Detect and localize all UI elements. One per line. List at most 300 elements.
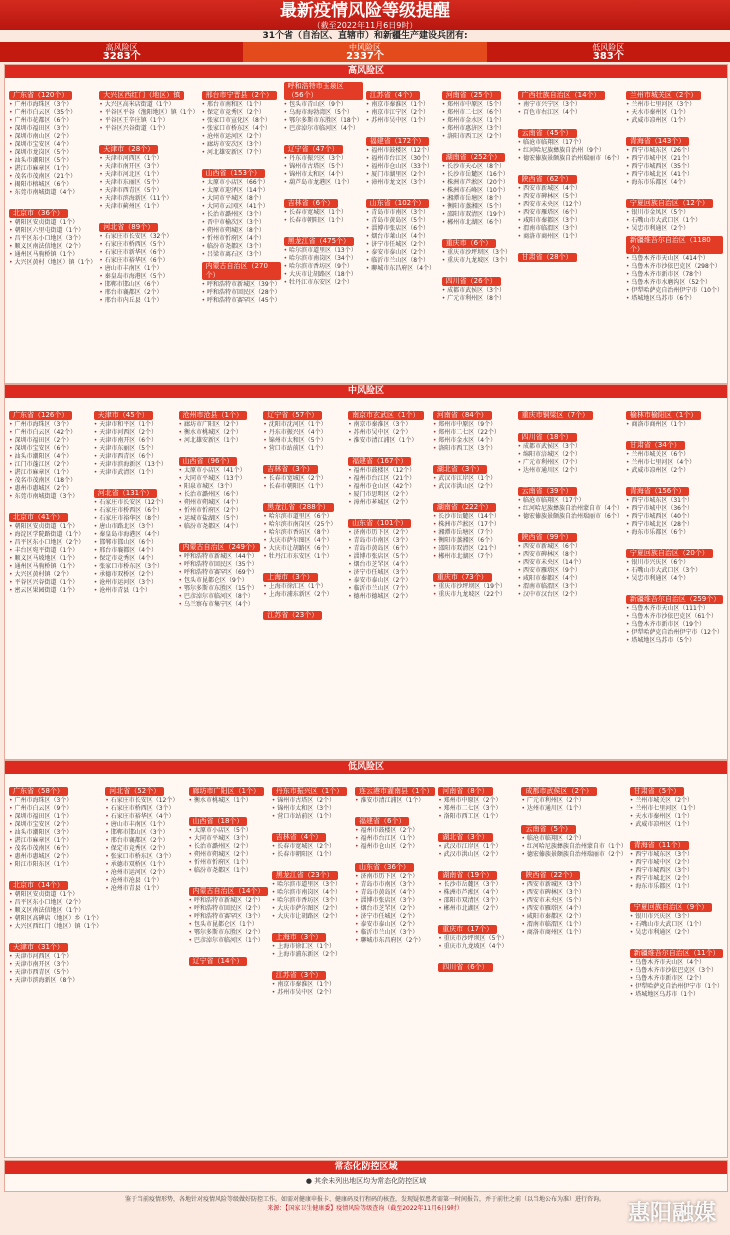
district-item: • 廊坊市广阳区（2个）	[179, 421, 261, 429]
district-item: • 大兴区高米店街道（1个）	[99, 101, 198, 109]
province-title: 南京市玄武区（1个）	[348, 411, 423, 420]
district-item: • 德宏傣族景颇族自治州瑞丽市（2个）	[521, 851, 626, 859]
district-item: • 沧州市运河区（2个）	[105, 869, 185, 877]
district-item: • 大庆市萨尔图区（4个）	[263, 537, 345, 545]
district-item: • 巴彦淖尔市临河区（8个）	[179, 593, 261, 601]
district-item: • 武威市凉州区（1个）	[626, 117, 723, 125]
district-item: • 张家口市宣化区（8个）	[202, 117, 281, 125]
summary-high	[0, 42, 243, 62]
district-item: • 南京市秦淮区（3个）	[348, 421, 430, 429]
province-title: 河南省（84个）	[433, 411, 492, 420]
district-item: • 呼和浩特市新城区（39个）	[202, 281, 281, 289]
province-block	[202, 160, 281, 259]
province-block	[438, 862, 518, 913]
district-item: • 张家口市桥东区（3个）	[94, 563, 176, 571]
summary-medium	[243, 42, 486, 62]
province-title: 湖南省（19个）	[438, 871, 497, 880]
province-block	[348, 448, 430, 507]
district-item: • 太原市迎泽区（14个）	[202, 187, 281, 195]
district-item: • 唐山市路北区（3个）	[94, 523, 176, 531]
district-item: • 重庆市九龙坡区（22个）	[433, 591, 515, 599]
district-item: • 沧州市运河区（2个）	[202, 133, 281, 141]
district-item: • 惠州市惠城区（2个）	[9, 853, 102, 861]
district-item: • 密云区果园街道（1个）	[9, 587, 91, 595]
district-item: • 株洲市芦淞区（20个）	[442, 179, 515, 187]
province-block	[263, 402, 345, 453]
province-title: 宁夏回族自治区（20个）	[626, 549, 713, 558]
district-item: • 银川市兴庆区（3个）	[630, 913, 723, 921]
footer-source: 来源：【国家卫生健康委】疫情风险等级查询（截至2022年11月6日9时）	[267, 1205, 463, 1212]
district-item: • 石家庄市裕华区（4个）	[105, 813, 185, 821]
district-item: • 阳泉市城区（3个）	[179, 483, 261, 491]
district-item: • 武汉市洪山区（2个）	[433, 483, 515, 491]
province-block	[518, 524, 623, 599]
province-block	[433, 494, 515, 561]
region-column	[105, 778, 185, 1154]
district-item: • 西安市雁塔区（9个）	[518, 567, 623, 575]
district-item: • 长治市潞州区（6个）	[179, 491, 261, 499]
section-title: 常态化防控区域	[5, 1161, 727, 1174]
province-block	[438, 778, 518, 821]
province-block	[348, 402, 430, 445]
district-item: • 邵阳市双清区（3个）	[438, 897, 518, 905]
district-item: • 东莞市南城街道（4个）	[9, 189, 96, 197]
province-title: 云南省（5个）	[521, 825, 575, 834]
province-block	[9, 934, 102, 985]
district-item: • 阳江市阳东区（1个）	[9, 861, 102, 869]
district-item: • 济宁市任城区（2个）	[355, 913, 435, 921]
district-item: • 郑州市二七区（6个）	[442, 109, 515, 117]
province-title: 山东省（36个）	[355, 863, 414, 872]
district-item: • 葫芦岛市龙港区（1个）	[284, 179, 363, 187]
province-block	[99, 82, 198, 133]
district-item: • 长春市宽城区（2个）	[272, 843, 352, 851]
district-item: • 朝阳区安贞街道（1个）	[9, 891, 102, 899]
normal-control-text: ● 其余未列出地区均为常态化防控区域	[305, 1177, 427, 1185]
province-title: 黑龙江省（288个）	[263, 503, 333, 512]
district-item: • 西安市新城区（4个）	[518, 185, 623, 193]
district-item: • 烟台市芝罘区（4个）	[348, 561, 430, 569]
district-item: • 揭阳市榕城区（6个）	[9, 181, 96, 189]
district-item: • 乌海市海勃湾区（5个）	[284, 109, 363, 117]
province-block	[202, 82, 281, 157]
province-block	[626, 478, 723, 537]
district-item: • 大同市平城区（13个）	[179, 475, 261, 483]
district-item: • 沧州市青县（1个）	[105, 885, 185, 893]
province-block	[626, 190, 723, 233]
region-column	[438, 778, 518, 1154]
scope-text: 31个省（自治区、直辖市）和新疆生产建设兵团有:	[262, 31, 468, 41]
district-item: • 上海市浦东新区（2个）	[272, 951, 352, 959]
district-item: • 石家庄市桥西区（3个）	[105, 805, 185, 813]
district-item: • 福州市鼓楼区（2个）	[355, 827, 435, 835]
province-block	[355, 778, 435, 805]
province-title: 上海市（3个）	[263, 573, 317, 582]
province-title: 山东省（101个）	[348, 519, 411, 528]
district-item: • 广元市利州区（8个）	[442, 295, 515, 303]
district-item: • 石家庄市桥西区（6个）	[94, 507, 176, 515]
district-item: • 邯郸市邯山区（3个）	[105, 829, 185, 837]
district-item: • 天津市西青区（5个）	[9, 969, 102, 977]
province-title: 内蒙古自治区（14个）	[189, 887, 269, 896]
district-item: • 锦州市太和区（4个）	[284, 171, 363, 179]
district-item: • 沧州市青县（1个）	[94, 587, 176, 595]
district-item: • 商洛市商州区（1个）	[626, 421, 723, 429]
region-column	[9, 82, 96, 380]
district-item: • 锦州市太和区（5个）	[263, 437, 345, 445]
district-item: • 锦州市太和区（3个）	[272, 805, 352, 813]
district-item: • 乌鲁木齐市天山区（111个）	[626, 605, 723, 613]
district-item: • 石家庄市长安区（12个）	[94, 499, 176, 507]
district-item: • 天津市东丽区（5个）	[99, 179, 198, 187]
region-column	[630, 778, 723, 1154]
district-item: • 咸阳市秦都区（3个）	[518, 217, 623, 225]
province-title: 青海省（11个）	[630, 841, 689, 850]
district-item: • 朝阳区安贞街道（1个）	[9, 219, 96, 227]
district-item: • 锦州市古塔区（5个）	[284, 163, 363, 171]
district-item: • 长春市宽城区（2个）	[263, 475, 345, 483]
district-item: • 保定市竞秀区（2个）	[105, 845, 185, 853]
province-block	[105, 778, 185, 893]
region-column	[94, 402, 176, 756]
district-item: • 大庆市萨尔图区（2个）	[272, 905, 352, 913]
district-item: • 广州市花都区（6个）	[9, 117, 96, 125]
province-title: 河南省（8个）	[438, 787, 492, 796]
district-item: • 顺义区南法信地区（1个）	[9, 907, 102, 915]
province-title: 新疆维吾尔自治区（11个）	[630, 949, 723, 958]
district-item: • 临沧市临翔区（17个）	[518, 139, 623, 147]
district-item: • 大同市平城区（3个）	[189, 835, 269, 843]
province-block	[518, 166, 623, 241]
summary-label: 低风险区	[592, 43, 625, 52]
district-item: • 朝阳区高碑店（地区）乡（1个）	[9, 915, 102, 923]
district-item: • 邵阳市双清区（19个）	[442, 211, 515, 219]
district-item: • 深圳市福田区（2个）	[9, 437, 91, 445]
province-block	[272, 924, 352, 959]
district-item: • 湛江市麻章区（1个）	[9, 165, 96, 173]
province-title: 内蒙古自治区（249个）	[179, 543, 261, 552]
district-item: • 哈尔滨市南岗区（4个）	[272, 889, 352, 897]
district-item: • 红河哈尼族彝族自治州蒙自市（4个）	[518, 505, 623, 513]
district-item: • 德宏傣族景颇族自治州瑞丽市（6个）	[518, 513, 623, 521]
district-item: • 平谷区王辛庄镇（1个）	[99, 117, 198, 125]
district-item: • 重庆市九龙坡区（4个）	[438, 943, 518, 951]
district-item: • 泰安市泰山区（2个）	[348, 577, 430, 585]
district-item: • 大同市平城区（8个）	[202, 195, 281, 203]
section-columns	[9, 82, 723, 380]
district-item: • 福州市仓山区（33个）	[366, 163, 439, 171]
region-column	[626, 402, 723, 756]
district-item: • 商洛市商州区（1个）	[518, 233, 623, 241]
district-item: • 石家庄市裕华区（6个）	[99, 257, 198, 265]
district-item: • 上海市徐汇区（1个）	[272, 943, 352, 951]
district-item: • 吴忠市利通区（4个）	[626, 575, 723, 583]
province-title: 辽宁省（57个）	[263, 411, 322, 420]
province-block	[438, 954, 518, 973]
district-item: • 伊犁哈萨克自治州伊宁市（12个）	[626, 629, 723, 637]
region-column	[518, 82, 623, 380]
district-item: • 保定市竞秀区（4个）	[94, 555, 176, 563]
province-block	[94, 480, 176, 595]
district-item: • 鄂尔多斯市东胜区（18个）	[284, 117, 363, 125]
district-item: • 重庆市沙坪坝区（19个）	[433, 583, 515, 591]
district-item: • 天津市河西区（1个）	[99, 155, 198, 163]
district-item: • 株洲市石峰区（10个）	[442, 187, 515, 195]
district-item: • 大庆市让胡路区（2个）	[272, 913, 352, 921]
district-item: • 临沂市兰山区（7个）	[348, 585, 430, 593]
district-item: • 朔州市朔城区（4个）	[179, 499, 261, 507]
district-item: • 郴州市北湖区（2个）	[438, 905, 518, 913]
district-item: • 茂名市茂南区（18个）	[9, 477, 91, 485]
district-item: • 苏州市吴中区（2个）	[272, 989, 352, 997]
district-item: • 郑州市中原区（9个）	[433, 421, 515, 429]
province-block	[630, 940, 723, 999]
district-item: • 伊犁哈萨克自治州伊宁市（1个）	[630, 983, 723, 991]
district-item: • 邢台市襄都区（2个）	[105, 837, 185, 845]
district-item: • 西安市碑林区（8个）	[518, 551, 623, 559]
district-item: • 郑州市惠济区（3个）	[442, 125, 515, 133]
province-title: 新疆维吾尔自治区（1180个）	[626, 236, 723, 254]
district-item: • 天津市滨海新区（13个）	[94, 461, 176, 469]
district-item: • 聊城市东昌府区（4个）	[366, 265, 439, 273]
province-title: 连云港市灌南县（1个）	[355, 787, 435, 796]
province-block	[284, 190, 363, 225]
district-item: • 唐山市丰南区（1个）	[105, 821, 185, 829]
province-title: 湖南省（222个）	[433, 503, 496, 512]
district-item: • 西安市碑林区（5个）	[518, 193, 623, 201]
district-item: • 朝阳区安贞街道（1个）	[9, 523, 91, 531]
district-item: • 哈尔滨市道里区（13个）	[284, 247, 363, 255]
district-item: • 长春市朝阳区（1个）	[284, 217, 363, 225]
district-item: • 武汉市江岸区（1个）	[438, 843, 518, 851]
district-item: • 西安市未央区（14个）	[518, 559, 623, 567]
district-item: • 天津市南开区（6个）	[94, 437, 176, 445]
summary-count: 383个	[592, 51, 624, 62]
province-title: 吉林省（4个）	[272, 833, 326, 842]
district-item: • 营口市站前区（1个）	[263, 445, 345, 453]
district-item: • 湛江市麻章区（1个）	[9, 837, 102, 845]
district-item: • 兰州市七里河区（3个）	[626, 101, 723, 109]
district-item: • 邯郸市邯山区（6个）	[94, 539, 176, 547]
province-block	[366, 190, 439, 273]
province-title: 广西壮族自治区（14个）	[518, 91, 605, 100]
district-item: • 太原市小店区（41个）	[179, 467, 261, 475]
district-item: • 大庆市让胡路区（18个）	[284, 271, 363, 279]
district-item: • 湛江市麻章区（1个）	[9, 469, 91, 477]
update-date: （截至2022年11月6日9时）	[312, 21, 418, 30]
district-item: • 西安市新城区（6个）	[518, 543, 623, 551]
page-title: 最新疫情风险等级提醒	[280, 1, 450, 21]
province-title: 四川省（6个）	[438, 963, 492, 972]
district-item: • 深圳市福田区（3个）	[9, 125, 96, 133]
province-block	[189, 878, 269, 945]
province-block	[9, 778, 102, 869]
district-item: • 武汉市江岸区（1个）	[433, 475, 515, 483]
district-item: • 郴州市北湖区（7个）	[433, 553, 515, 561]
province-block	[179, 402, 261, 445]
province-block	[518, 120, 623, 163]
district-item: • 呼和浩特市回民区（2个）	[189, 905, 269, 913]
district-item: • 广州市白云区（35个）	[9, 109, 96, 117]
district-item: • 天津市蓟州区（1个）	[99, 203, 198, 211]
district-item: • 平谷区兴谷街道（1个）	[99, 125, 198, 133]
province-title: 山西省（18个）	[189, 817, 248, 826]
district-item: • 武威市凉州区（1个）	[630, 821, 723, 829]
province-title: 山西省（153个）	[202, 169, 265, 178]
district-item: • 汉中市汉台区（2个）	[518, 591, 623, 599]
province-block	[284, 228, 363, 287]
district-item: • 石家庄市桥西区（5个）	[99, 241, 198, 249]
district-item: • 海东市乐都区（4个）	[626, 179, 723, 187]
province-block	[272, 862, 352, 921]
district-item: • 苏州市吴中区（1个）	[366, 117, 439, 125]
province-title: 河北省（52个）	[105, 787, 164, 796]
district-item: • 鄂尔多斯市东胜区（2个）	[189, 929, 269, 937]
district-item: • 福州市台江区（30个）	[366, 155, 439, 163]
region-column	[99, 82, 198, 380]
district-item: • 石家庄市裕华区（8个）	[94, 515, 176, 523]
district-item: • 淄博市张店区（3个）	[355, 897, 435, 905]
province-block	[438, 916, 518, 951]
province-block	[284, 136, 363, 187]
province-block	[9, 872, 102, 931]
district-item: • 重庆市沙坪坝区（5个）	[438, 935, 518, 943]
province-title: 广东省（126个）	[9, 411, 72, 420]
province-title: 河北省（131个）	[94, 489, 157, 498]
district-item: • 西安市新城区（3个）	[521, 881, 626, 889]
district-item: • 惠州市惠城区（2个）	[9, 485, 91, 493]
province-block	[518, 424, 623, 475]
district-item: • 邢台市襄都区（2个）	[99, 289, 198, 297]
province-title: 陕西省（22个）	[521, 871, 580, 880]
district-item: • 南京市秦淮区（1个）	[272, 981, 352, 989]
province-title: 北京市（14个）	[9, 881, 68, 890]
district-item: • 西安市未央区（12个）	[518, 201, 623, 209]
district-item: • 昌平区东小口地区（2个）	[9, 539, 91, 547]
district-item: • 丹东市振兴区（4个）	[263, 429, 345, 437]
district-item: • 重庆市九龙坡区（3个）	[442, 257, 515, 265]
district-item: • 塔城地区乌苏市（6个）	[626, 295, 723, 303]
district-item: • 乌鲁木齐市沙依巴克区（298个）	[626, 263, 723, 271]
district-item: • 南京市江宁区（2个）	[366, 109, 439, 117]
district-item: • 绵阳市涪城区（2个）	[518, 451, 623, 459]
district-item: • 淮安市清江浦区（1个）	[348, 437, 430, 445]
district-item: • 广元市利州区（7个）	[518, 459, 623, 467]
summary-count: 2337个	[346, 51, 384, 62]
province-title: 湖南省（252个）	[442, 153, 505, 162]
region-column	[263, 402, 345, 756]
section-low-risk	[4, 760, 728, 1158]
province-block	[442, 144, 515, 227]
province-block	[626, 82, 723, 125]
district-item: • 包头市昆都仑区（9个）	[179, 577, 261, 585]
summary-count: 3283个	[102, 51, 141, 62]
district-item: • 鄂尔多斯市东胜区（15个）	[179, 585, 261, 593]
district-item: • 乌鲁木齐市沙依巴克区（3个）	[630, 967, 723, 975]
district-item: • 天津市西青区（5个）	[99, 187, 198, 195]
footer	[0, 1195, 730, 1213]
district-item: • 商洛市商州区（1个）	[521, 929, 626, 937]
district-item: • 湘潭市岳塘区（8个）	[442, 195, 515, 203]
district-item: • 长春市朝阳区（1个）	[263, 483, 345, 491]
province-block	[272, 962, 352, 997]
district-item: • 漳州市龙文区（3个）	[366, 179, 439, 187]
province-title: 青海省（156个）	[626, 487, 689, 496]
district-item: • 长沙市岳麓区（16个）	[442, 171, 515, 179]
district-item: • 烟台市芝罘区（2个）	[355, 905, 435, 913]
district-item: • 西宁市城西区（3个）	[630, 867, 723, 875]
district-item: • 河北雄安新区（1个）	[179, 437, 261, 445]
district-item: • 郑州市二七区（3个）	[438, 805, 518, 813]
district-item: • 淄博市张店区（5个）	[348, 553, 430, 561]
district-item: • 乌鲁木齐市新市区（2个）	[630, 975, 723, 983]
province-title: 重庆市（73个）	[433, 573, 492, 582]
district-item: • 通州区马驹桥镇（1个）	[9, 563, 91, 571]
district-item: • 天津市滨海新区（11个）	[99, 195, 198, 203]
district-item: • 西宁市城东区（3个）	[630, 851, 723, 859]
province-title: 云南省（39个）	[518, 487, 577, 496]
district-item: • 厦门市思明区（2个）	[348, 491, 430, 499]
district-item: • 乌鲁木齐市水磨沟区（52个）	[626, 279, 723, 287]
district-item: • 兰州市城关区（6个）	[626, 451, 723, 459]
section-title: 中风险区	[5, 385, 727, 398]
watermark-logo: 惠阳融媒	[627, 1201, 716, 1226]
province-block	[518, 478, 623, 521]
district-item: • 西宁市城中区（2个）	[630, 859, 723, 867]
district-item: • 乌鲁木齐市沙依巴克区（61个）	[626, 613, 723, 621]
province-block	[202, 262, 281, 305]
district-item: • 西安市未央区（5个）	[521, 897, 626, 905]
district-item: • 哈尔滨市香坊区（8个）	[263, 529, 345, 537]
region-column	[442, 82, 515, 380]
district-item: • 包头市昆都仑区（1个）	[189, 921, 269, 929]
province-block	[263, 456, 345, 491]
district-item: • 吕梁市离石区（3个）	[202, 251, 281, 259]
province-title: 湖北省（3个）	[438, 833, 492, 842]
province-block	[626, 128, 723, 187]
district-item: • 石家庄市长安区（12个）	[105, 797, 185, 805]
district-item: • 红河哈尼族彝族自治州蒙自市（1个）	[521, 843, 626, 851]
district-item: • 海东市乐都区（1个）	[630, 883, 723, 891]
district-item: • 顺义区马坡地区（1个）	[9, 555, 91, 563]
district-item: • 乌鲁木齐市天山区（414个）	[626, 255, 723, 263]
province-title: 呼和浩特市玉泉区（56个）	[284, 82, 363, 100]
district-item: • 青岛市市南区（3个）	[366, 209, 439, 217]
risk-summary-bar	[0, 42, 730, 62]
district-item: • 呼和浩特市回民区（28个）	[202, 289, 281, 297]
district-item: • 承德市双桥区（2个）	[94, 571, 176, 579]
region-column	[179, 402, 261, 756]
region-column	[202, 82, 281, 380]
district-item: • 丹东市振兴区（3个）	[284, 155, 363, 163]
province-title: 青海省（143个）	[626, 137, 689, 146]
district-item: • 运城市盐湖区（5个）	[179, 515, 261, 523]
district-item: • 南京市秦淮区（1个）	[366, 101, 439, 109]
province-block	[626, 586, 723, 645]
district-item: • 咸阳市秦都区（4个）	[518, 575, 623, 583]
province-block	[284, 82, 363, 133]
district-item: • 大兴区黄村镇（2个）	[9, 571, 91, 579]
province-block	[99, 136, 198, 211]
section-columns	[9, 402, 723, 756]
district-item: • 营口市站前区（1个）	[272, 813, 352, 821]
district-item: • 天水市秦州区（1个）	[626, 109, 723, 117]
district-item: • 西安市雁塔区（6个）	[518, 209, 623, 217]
district-item: • 邢台市内丘县（1个）	[99, 297, 198, 305]
normal-control-section	[4, 1160, 728, 1192]
district-item: • 呼和浩特市新城区（44个）	[179, 553, 261, 561]
district-item: • 青岛市市南区（3个）	[355, 881, 435, 889]
